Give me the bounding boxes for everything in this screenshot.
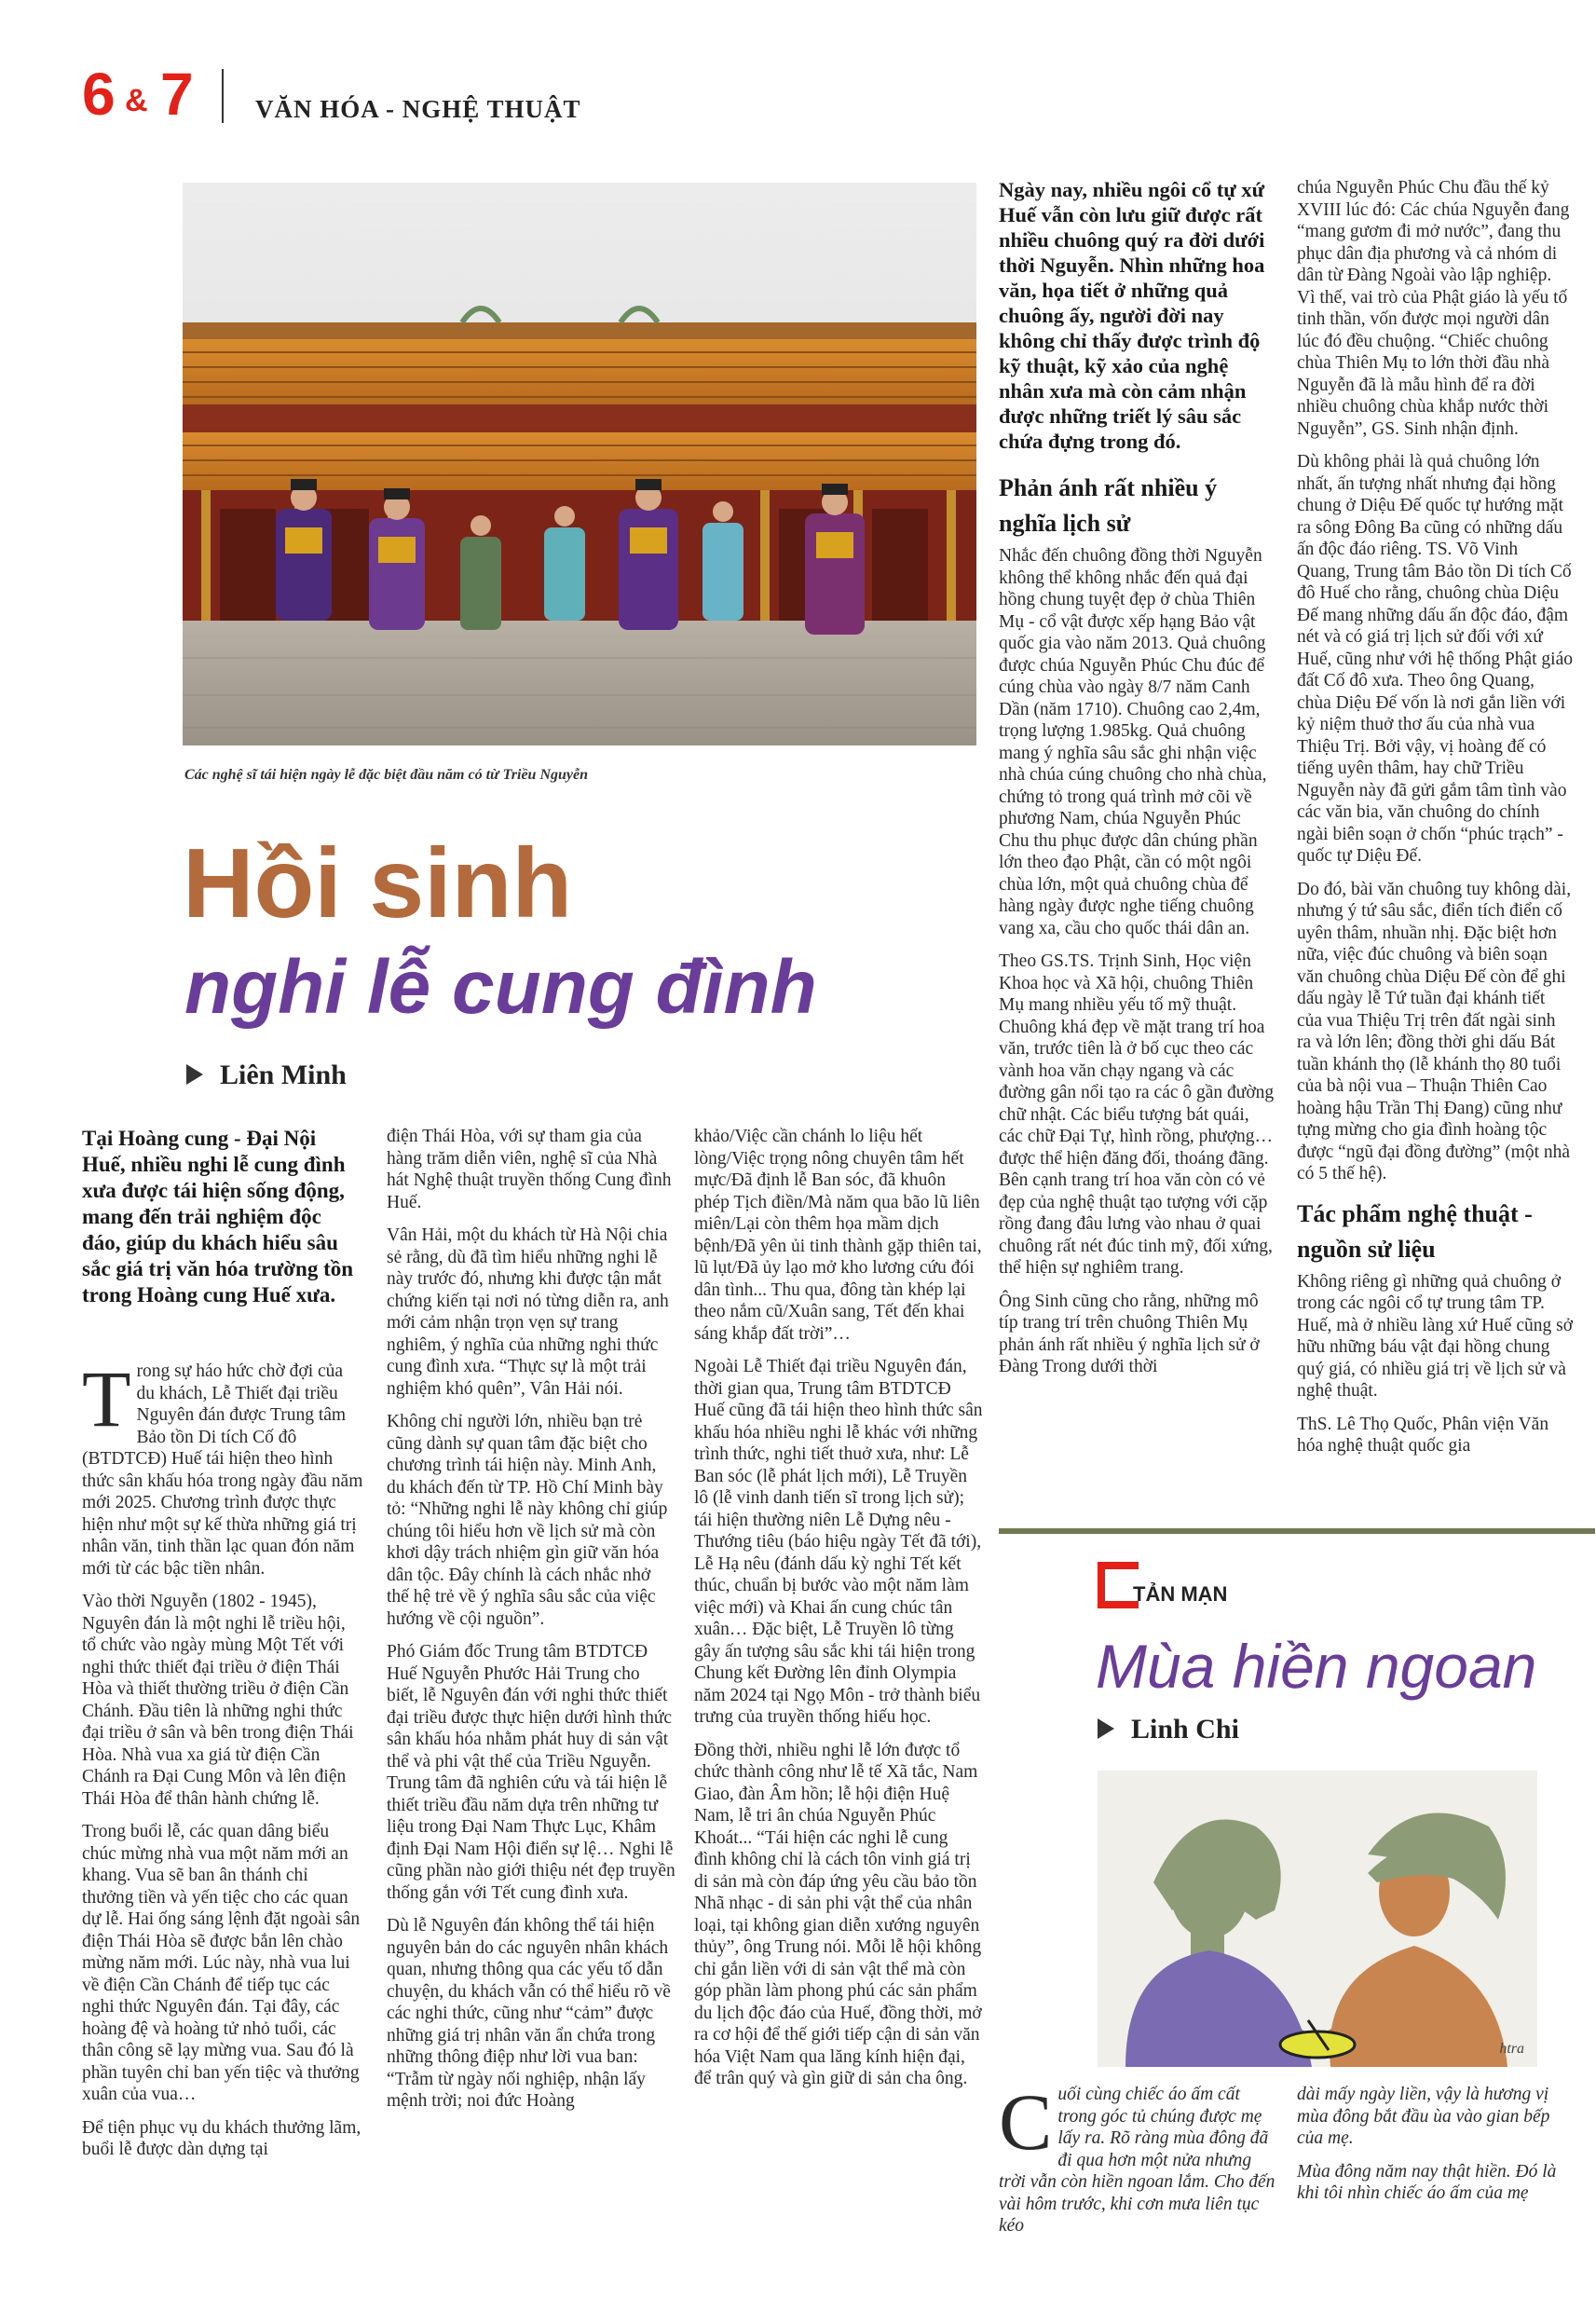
column-title: Mùa hiền ngoan <box>1096 1632 1537 1701</box>
article-paragraph: khảo/Việc cần chánh lo liệu hết lòng/Việc trọng nông chuyên tâm hết mực/Đã định lễ Ban sóc, đã khuôn phép Tịch điền/Mà năm qua bão lũ liên miên/Lại còn thêm họa mầm dịch bệnh/Đã yên ủi tinh thành gặp thiên tai, lũ lụt/Đã ủy lạo mở kho lương cứu đói dân tình... Thu qua, đông tàn khép lại theo nắm cũ/Xuân sang, Tết đến khai sáng khắp đất trời”… <box>694 1127 982 1344</box>
section-heading: Phản ánh rất nhiều ý nghĩa lịch sử <box>999 474 1218 537</box>
article-paragraph: Dù không phải là quả chuông lớn nhất, ấn tượng nhất nhưng đại hồng chung ở Diệu Đế quốc tự hướng mặt ra sông Đông Ba cũng có những dấu ấn độc đáo riêng. TS. Võ Vinh Quang, Trung tâm Bảo tồn Di tích Cố đô Huế cho rằng, chuông chùa Diệu Đế mang những dấu ấn độc đáo, đậm nét và có giá trị lịch sử đối với xứ Huế, cũng như với hệ thống Phật giáo đất Cố đô xưa. Theo ông Quang, chùa Diệu Đế vốn là nơi gắn liền với kỷ niệm thuở thơ ấu của nhà vua Thiệu Trị. Bởi vậy, vị hoàng đế có tiếng uyên thâm, hay chữ Triều Nguyễn này đã gửi gắm tâm tình vào các văn bia, văn chuông do chính ngài biên soạn ở chốn “phúc trạch” - quốc tự Diệu Đế. <box>1297 452 1574 866</box>
dropcap: T <box>82 1354 131 1443</box>
page-number-b: 7 <box>160 61 194 128</box>
article-paragraph: điện Thái Hòa, với sự tham gia của hàng trăm diễn viên, nghệ sĩ của Nhà hát Nghệ thuật truyền thống Cung đình Huế. <box>387 1127 672 1212</box>
byline-triangle-icon <box>1098 1718 1114 1739</box>
column-divider <box>999 1528 1595 1534</box>
article-paragraph: Ngoài Lễ Thiết đại triều Nguyên đán, thời gian qua, Trung tâm BTDTCĐ Huế cũng đã tái hiện theo hình thức sân khấu hóa nhiều nghi lễ khác với những trình thức, nghi tiết thuở xưa, như: Lễ Ban sóc (lễ phát lịch mới), Lễ Truyền lô (lễ vinh danh tiến sĩ trong lịch sử); tái hiện thường niên Lễ Dựng nêu - Thướng tiêu (báo hiệu ngày Tết đã tới), Lễ Hạ nêu (đánh dấu kỳ nghỉ Tết kết thúc, chuẩn bị bước vào một năm làm việc mới) và Khai ấn cung chúc tân xuân… Đặc biệt, Lễ Truyền lô từng gây ấn tượng sâu sắc khi tái hiện trong Chung kết Đường lên đỉnh Olympia năm 2024 tại Ngọ Môn - trở thành biểu trưng của truyền thống hiếu học. <box>694 1357 983 1727</box>
page-number-a: 6 <box>82 61 116 128</box>
article-paragraph: Theo GS.TS. Trịnh Sinh, Học viện Khoa học và Xã hội, chuông Thiên Mụ mang nhiều yếu tố mỹ thuật. Chuông khá đẹp về mặt trang trí hoa văn, trước tiên là ở bố cục theo các vành hoa văn chạy ngang và các đường gân nổi tạo ra các ô gần đường chữ nhật. Các biểu tượng bát quái, các chữ Đại Tự, hình rồng, phượng… được thể hiện đăng đối, thoáng đãng. Bên cạnh trang trí hoa văn còn có vẻ đẹp của nghệ thuật tạo tượng với cặp rồng đang đâu lưng vào nhau ở quai chuông rất nét đúc tinh mỹ, đối xứng, thể hiện sự nghiêm trang. <box>999 951 1275 1278</box>
article-paragraph <box>82 1354 363 1580</box>
article-paragraph: Để tiện phục vụ du khách thưởng lãm, buổi lễ được dàn dựng tại <box>82 2117 361 2159</box>
article-paragraph: Dù lễ Nguyên đán không thể tái hiện nguyên bản do các nguyên nhân khách quan, nhưng thông qua các yếu tố dẫn chuyện, du khách vẫn có thể hiểu rõ về các nghi thức, cũng như “cảm” được những giá trị nhân văn ẩn chứa trong những thông điệp như lời vua ban: “Trẫm từ ngày nối nghiệp, nhận lấy mệnh trời; noi đức Hoàng <box>387 1916 671 2111</box>
article-paragraph: Vân Hải, một du khách từ Hà Nội chia sẻ rằng, dù đã tìm hiểu những nghi lễ này trước đó, nhưng khi được tận mắt chứng kiến tại nơi nó từng diễn ra, anh mới cảm nhận trọn vẹn sự trang nghiêm, ý nghĩa của những nghi thức cung đình xưa. “Thực sự là một trải nghiệm khó quên”, Vân Hải nói. <box>387 1225 669 1399</box>
article-signature: ThS. Lê Thọ Quốc, Phân viện Văn hóa nghệ thuật quốc gia <box>1297 1414 1549 1456</box>
article-sapo: Tại Hoàng cung - Đại Nội Huế, nhiều nghi lễ cung đình xưa được tái hiện sống động, mang đến trải nghiệm độc đáo, giúp du khách hiểu sâu sắc giá trị văn hóa trường tồn trong Hoàng cung Huế xưa. <box>82 1127 354 1306</box>
paragraph-text: rong sự háo hức chờ đợi của du khách, Lễ Thiết đại triều Nguyên đán được Trung tâm Bảo tồn Di tích Cố đô (BTDTCĐ) Huế tái hiện theo hình thức sân khấu hóa trong ngày đầu năm mới 2025. Chương trình được thực hiện như một sự kế thừa những giá trị nhân văn, tinh thần lạc quan đón năm mới từ các bậc tiền nhân. <box>82 1361 363 1579</box>
illustration-signature: htra <box>1499 2041 1524 2057</box>
article-column-2 <box>387 1126 675 2225</box>
column-label-text: TẢN MẠN <box>1133 1582 1228 1606</box>
photo-caption: Các nghệ sĩ tái hiện ngày lễ đặc biệt đầu năm có từ Triều Nguyễn <box>184 767 588 783</box>
column-paragraph: dài mấy ngày liền, vậy là hương vị mùa đông bắt đầu ùa vào gian bếp của mẹ. <box>1297 2085 1550 2148</box>
article-paragraph: Vào thời Nguyễn (1802 - 1945), Nguyên đán là một nghi lễ triều hội, tổ chức vào ngày mùng Một Tết với nghi thức thiết đại triều ở điện Thái Hòa và thiết thường triều ở điện Cần Chánh. Đầu tiên là những nghi thức đại triều ở sân và bên trong điện Thái Hòa. Nhà vua xa giá từ điện Cần Chánh ra Đại Cung Môn và lên điện Thái Hòa để thân hành chứng lễ. <box>82 1592 354 1809</box>
page-header <box>82 62 827 136</box>
article-paragraph: Do đó, bài văn chuông tuy không dài, nhưng ý tứ sâu sắc, điển tích điển cố uyên thâm, nhuần nhị. Đặc biệt hơn nữa, việc đúc chuông và biên soạn văn chuông chùa Diệu Đế còn để ghi dấu ngày lễ Tứ tuần đại khánh tiết của vua Thiệu Trị trên đất ngài sinh ra và lớn lên; đồng thời ghi dấu Bát tuần khánh thọ (lễ khánh thọ 80 tuổi của bà nội vua – Thuận Thiên Cao hoàng hậu Trần Thị Đang) cũng như tựng mừng cho gia đình hoàng tộc được “ngũ đại đồng đường” (một nhà có 5 thế hệ). <box>1297 879 1572 1183</box>
article-paragraph: Không chỉ người lớn, nhiều bạn trẻ cũng dành sự quan tâm đặc biệt cho chương trình tái hiện này. Minh Anh, du khách đến từ TP. Hồ Chí Minh bày tỏ: “Những nghi lễ này không chỉ giúp chúng tôi hiểu hơn về lịch sử mà còn khơi dậy trách nhiệm gìn giữ văn hóa dân tộc. Đây chính là cách nhắc nhở thế hệ trẻ về ý nghĩa sâu sắc của việc hướng về cội nguồn”. <box>387 1412 668 1629</box>
article-column-3 <box>694 1126 983 2225</box>
section-title: VĂN HÓA - NGHỆ THUẬT <box>255 95 581 123</box>
paragraph-text: uối cùng chiếc áo ấm cất trong góc tủ chúng được mẹ lấy ra. Rõ ràng mùa đông đã đi qua hơn một nửa nhưng trời vẫn còn hiền ngoan lắm. Cho đến vài hôm trước, khi cơn mưa liên tục kéo <box>999 2085 1275 2236</box>
article-paragraph: Nhắc đến chuông đồng thời Nguyễn không thể không nhắc đến quả đại hồng chung tuyệt đẹp ở chùa Thiên Mụ - cổ vật được xếp hạng Bảo vật quốc gia vào năm 2013. Quả chuông được chúa Nguyễn Phúc Chu đúc để cúng chùa vào ngày 8/7 năm Canh Dần (năm 1710). Chuông cao 2,4m, trọng lượng 1.985kg. Quả chuông mang ý nghĩa sâu sắc ghi nhận việc nhà chúa cúng chuông cho nhà chùa, chứng tỏ trong quá trình mở cõi về phương Nam, chúa Nguyễn Phúc Chu thu phục được dân chúng phần lớn theo đạo Phật, cần có một ngôi chùa lớn, một quả chuông chùa để hàng ngày được nghe tiếng chuông vang xa, cầu cho quốc thái dân an. <box>999 546 1267 938</box>
two-women-illustration <box>1098 1771 1537 2067</box>
column-text-right <box>1297 2084 1573 2223</box>
article-column-4 <box>999 177 1275 1510</box>
article-paragraph: chúa Nguyễn Phúc Chu đầu thế kỷ XVIII lúc đó: Các chúa Nguyễn đang “mang gươm đi mở nước”, đang thu phục dân địa phương và cả nhóm di dân từ Đàng Ngoài vào lập nghiệp. Vì thế, vai trò của Phật giáo là yếu tố tinh thần, vốn được mọi người dân lúc đó đều chuộng. “Chiếc chuông chùa Thiên Mụ to lớn thời đầu nhà Nguyễn đã là mẫu hình để ra đời nhiều chuông chùa khắp nước thời Nguyễn”, GS. Sinh nhận định. <box>1297 178 1570 439</box>
article-title-line1: Hồi sinh <box>183 828 573 938</box>
ceremony-photo-illustration <box>183 183 976 746</box>
article-column-1 <box>82 1126 363 2225</box>
page-number-amp: & <box>125 83 148 118</box>
column-text-left <box>999 2077 1278 2236</box>
byline-triangle-icon <box>186 1064 203 1085</box>
column-paragraph <box>999 2077 1278 2237</box>
article-paragraph: Trong buổi lễ, các quan dâng biểu chúc mừng nhà vua một năm mới an khang. Vua sẽ ban ân thánh chỉ thưởng tiền và yến tiệc cho các quan dự lễ. Hai ống sáng lệnh đặt ngoài sân điện Thái Hòa sẽ được bắn lên chào mừng năm mới. Lúc này, nhà vua lui về điện Cần Chánh để tiếp tục các nghi thức Nguyên đán. Tại đây, các hoàng đệ và hoàng tử nhỏ tuổi, các thân công sẽ lạy mừng vua. Sau đó là phần tuyên chỉ ban yến tiệc và thưởng xuân của vua… <box>82 1822 361 2104</box>
article-title-line2: nghi lễ cung đình <box>184 945 817 1030</box>
column-author: Linh Chi <box>1131 1714 1239 1744</box>
article-author: Liên Minh <box>220 1060 347 1090</box>
header-divider <box>222 69 224 123</box>
column-paragraph: Mùa đông năm nay thật hiền. Đó là khi tôi nhìn chiếc áo ấm của mẹ <box>1297 2161 1557 2203</box>
article-paragraph: Không riêng gì những quả chuông ở trong các ngôi cổ tự trung tâm TP. Huế, mà ở nhiều làng xứ Huế cũng sở hữu những báu vật đại hồng chung quý giá, có nhiều giá trị về lịch sử và nghệ thuật. <box>1297 1271 1574 1401</box>
pull-quote: Ngày nay, nhiều ngôi cổ tự xứ Huế vẫn còn lưu giữ được rất nhiều chuông quý ra đời dưới thời Nguyễn. Nhìn những hoa văn, họa tiết ở những quả chuông ấy, người đời nay không chỉ thấy được trình độ kỹ thuật, kỹ xảo của nghệ nhân xưa mà còn cảm nhận được những triết lý sâu sắc chứa đựng trong đó. <box>999 178 1265 453</box>
column-illustration <box>1098 1771 1537 2067</box>
dropcap: C <box>999 2077 1053 2167</box>
article-paragraph: Phó Giám đốc Trung tâm BTDTCĐ Huế Nguyễn Phước Hải Trung cho biết, lễ Nguyên đán với nghi thức thiết đại triều được thực hiện dưới hình thức sân khấu hóa nhằm phát huy di sản vật thể và phi vật thể của Triều Nguyễn. Trung tâm đã nghiên cứu và tái hiện lễ thiết triều đầu năm dựa trên những tư liệu trong Đại Nam Thực Lục, Khâm định Đại Nam Hội điển sự lệ… Nghi lễ cũng phần nào giới thiệu nét đẹp truyền thống gắn với Tết cung đình xưa. <box>387 1642 675 1903</box>
section-heading: Tác phẩm nghệ thuật - nguồn sử liệu <box>1297 1199 1533 1263</box>
main-photo <box>183 183 976 746</box>
article-paragraph: Đồng thời, nhiều nghi lễ lớn được tổ chức thành công như lễ tế Xã tắc, Nam Giao, đàn Âm hồn; lễ hội điện Huệ Nam, lễ tri ân chúa Nguyễn Phúc Khoát... “Tái hiện các nghi lễ cung đình không chỉ là cách tôn vinh giá trị di sản mà còn đáp ứng yêu cầu bảo tồn Nhã nhạc - di sản phi vật thể của nhân loại, tại không gian diễn xướng nguyên thủy”, ông Trung nói. Mỗi lễ hội không chỉ gắn liền với di sản vật thể mà còn góp phần làm phong phú các sản phẩm du lịch độc đáo của Huế, đồng thời, mở ra cơ hội để thế giới tiếp cận di sản văn hóa Việt Nam qua lăng kính hiện đại, để trân quý và gìn giữ di sản cha ông. <box>694 1740 982 2088</box>
article-paragraph: Ông Sinh cũng cho rằng, những mô típ trang trí trên chuông Thiên Mụ phản ánh rất nhiều ý nghĩa lịch sử ở Đàng Trong dưới thời <box>999 1291 1260 1376</box>
article-column-5 <box>1297 177 1573 1510</box>
